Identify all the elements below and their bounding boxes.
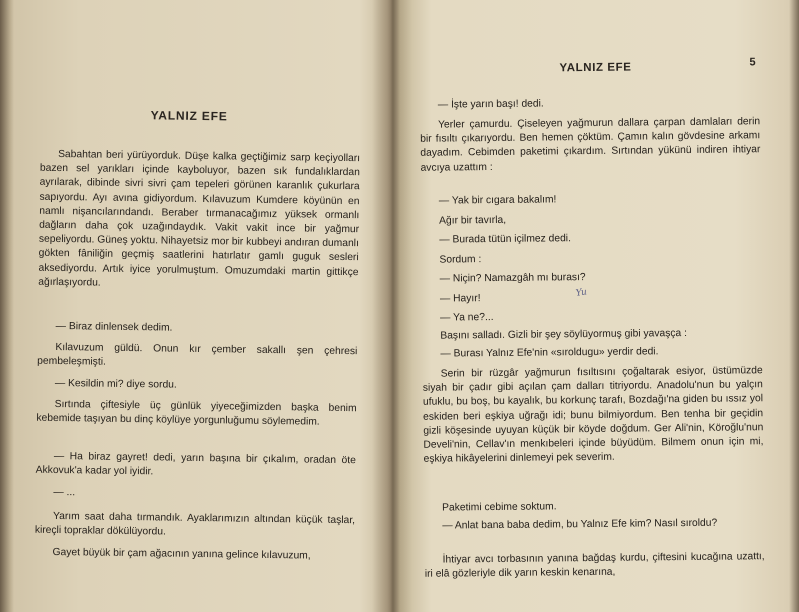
paragraph: Sordum : <box>439 254 482 266</box>
page-number: 5 <box>749 56 756 69</box>
paragraph-opening: Sabahtan beri yürüyorduk. Düşe kalka geçtiğimiz sarp keçiyolları bazen sel yarıkları içinde kayboluyor, bazen sık fundalıklardan ayrılarak, dibinde sivri sivri çam tepeleri görünen karanlık çukurlara sapıyordu. Ayı avına gidiyordum. Kılavuzum Kumdere köyünün en namlı nişancılarındandı. Beraber tırmanacağımız yüksek ormanlı dağların daha çok uzağındaydık. Vakit vakit ince bir yağmur sepeliyordu. Güneş yoktu. Nihayetsiz mor bir kubbeyi andıran dumanlı gökten fâniliğin geçmiş saatlerini hatırlatır gamlı guguk sesleri aksediyordu. Artık iyice yorulmuştum. Omuzumdaki martin gittikçe ağırlaşıyordu. <box>38 148 361 289</box>
running-header: YALNIZ EFE <box>559 61 632 75</box>
paragraph-dialogue: — İşte yarın başı! dedi. <box>437 98 544 111</box>
paragraph: Başını salladı. Gizli bir şey söylüyormuş gibi yavaşça : <box>440 327 688 342</box>
paragraph: Yerler çamurdu. Çiseleyen yağmurun dallara çarpan damlaları derin bir fısıltı çıkarıyordu. Ben hemen çöktüm. Çamın kalın gövdesine arkamı dayadım. Cebimden paketimi çıkardım. Sırtından yükünü indiren ihtiyar avcıya uzattım : <box>420 116 761 174</box>
left-book-edge <box>0 0 14 612</box>
paragraph-dialogue: — Burası Yalnız Efe'nin «sıroldugu» yerdir dedi. <box>440 346 659 360</box>
paragraph-dialogue: — Kesildin mi? diye sordu. <box>54 377 177 391</box>
right-page <box>397 0 783 612</box>
left-page <box>14 0 388 612</box>
paragraph: Sırtında çiftesiyle üç günlük yiyeceğimizden başka benim kebemide taşıyan bu dinç köylüye yorgunluğumu söylemedim. <box>36 398 357 428</box>
handwritten-margin-note: Yu <box>575 287 588 299</box>
paragraph: Yarım saat daha tırmandık. Ayaklarımızın altından küçük taşlar, kireçli topraklar dökülüyordu. <box>34 510 356 538</box>
paragraph-dialogue: — Ha biraz gayret! dedi, yarın başına bir çıkalım, oradan öte Akkovuk'a kadar yol iyidir. <box>35 450 356 478</box>
paragraph-dialogue: — Niçin? Namazgâh mı burası? <box>439 272 586 285</box>
paragraph-dialogue: — Ya ne?... <box>440 312 494 324</box>
paragraph-dialogue: — Yak bir cıgara bakalım! <box>438 194 557 207</box>
paragraph-dialogue: — ... <box>53 486 76 499</box>
paragraph-dialogue: — Burada tütün içilmez dedi. <box>439 233 571 246</box>
paragraph: Ağır bir tavırla, <box>439 214 507 227</box>
paragraph-dialogue: — Anlat bana baba dedim, bu Yalnız Efe kim? Nasıl sıroldu? <box>442 517 718 532</box>
paragraph-dialogue: — Hayır! <box>439 293 481 305</box>
paragraph-dialogue: — Biraz dinlensek dedim. <box>55 320 173 334</box>
paragraph: Paketimi cebime soktum. <box>442 501 557 514</box>
paragraph: Gayet büyük bir çam ağacının yanına gelince kılavuzum, <box>52 546 311 562</box>
paragraph: Serin bir rüzgâr yağmurun fısıltısını çoğaltarak esiyor, üstümüzde siyah bir çadır gibi açılan çam dalları titriyordu. Anadolu'nun bu yalçın ufuklu, bu boş, bu kayalık, bu korkunç tarafı, Bozdağı'na giden bu ıssız yol eskiden beri eşkiya uğrağı idi; bunu bilmiyordum. Ben tenha bir geçidin gizli köşesinde uyuyan küçük bir köyde doğdum. Ger Ali'nin, Köroğlu'nun Develi'nin, Cellav'ın menkıbeleri içinde büyüdüm. Bilmem onun için mi, eşkiya hikâyelerini dinlemeyi pek severim. <box>422 365 764 465</box>
chapter-title: YALNIZ EFE <box>150 108 228 124</box>
paragraph: Kılavuzum güldü. Onun kır çember sakallı şen çehresi pembeleşmişti. <box>37 341 358 368</box>
paragraph: İhtiyar avcı torbasının yanına bağdaş kurdu, çiftesini kucağına uzattı, iri elâ gözleriyle dik yarın keskin kenarına, <box>424 551 765 580</box>
right-book-edge <box>789 0 799 612</box>
